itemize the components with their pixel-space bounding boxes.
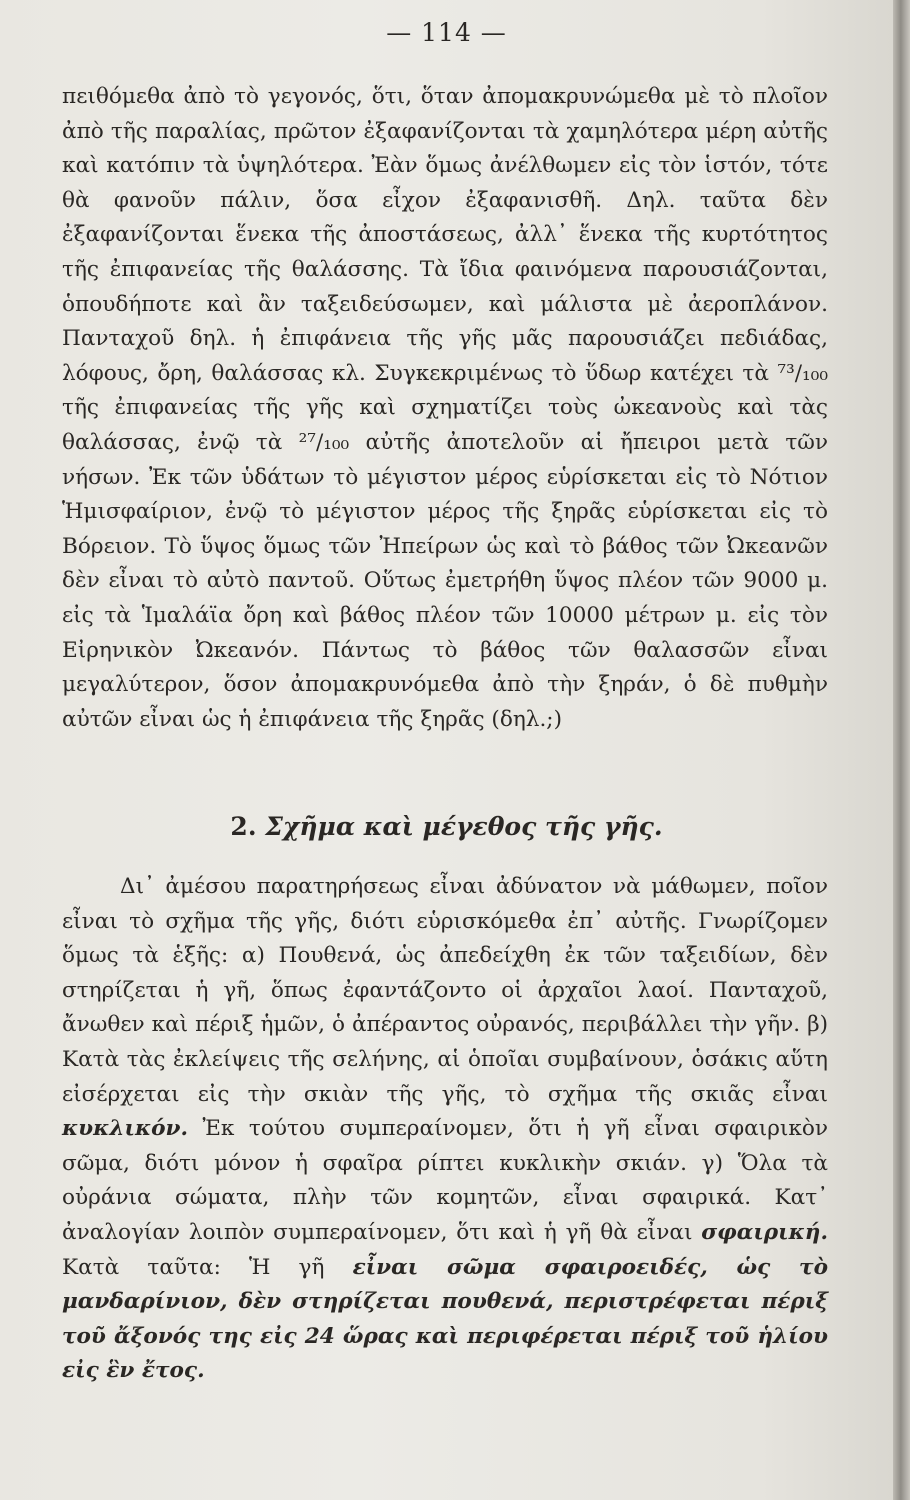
body-paragraph-2 — [62, 870, 828, 1389]
paragraph-2-text-1: Δι᾽ ἀμέσου παρατηρήσεως εἶναι ἀδύνατον νὰ μάθωμεν, ποῖον εἶναι τὸ σχῆμα τῆς γῆς, διότι εὑρισκόμεθα ἐπ᾽ αὐτῆς. Γνωρίζομεν ὅμως τὰ ἑξῆς: α) Πουθενά, ὡς ἀπεδείχθη ἐκ τῶν ταξειδίων, δὲν στηρίζεται ἡ γῆ, ὅπως ἐφαντάζοντο οἱ ἀρχαῖοι λαοί. Πανταχοῦ, ἄνωθεν καὶ πέριξ ἡμῶν, ὁ ἀπέραντος οὐρανός, περιβάλλει τὴν γῆν. β) Κατὰ τὰς ἐκλείψεις τῆς σελήνης, αἱ ὁποῖαι συμβαίνουν, ὁσάκις αὕτη εἰσέρχεται εἰς τὴν σκιὰν τῆς γῆς, τὸ σχῆμα τῆς σκιᾶς εἶναι — [62, 874, 828, 1107]
section-heading — [0, 812, 893, 841]
section-title: Σχῆμα καὶ μέγεθος τῆς γῆς. — [265, 812, 663, 841]
body-paragraph-1: πειθόμεθα ἀπὸ τὸ γεγονός, ὅτι, ὅταν ἀπομακρυνώμεθα μὲ τὸ πλοῖον ἀπὸ τῆς παραλίας, πρῶτον ἐξαφανίζονται τὰ χαμηλότερα μέρη αὐτῆς καὶ κατόπιν τὰ ὑψηλότερα. Ἐὰν ὅμως ἀνέλθωμεν εἰς τὸν ἱστόν, τότε θὰ φανοῦν πάλιν, ὅσα εἶχον ἐξαφανισθῆ. Δηλ. ταῦτα δὲν ἐξαφανίζονται ἕνεκα τῆς ἀποστάσεως, ἀλλ᾽ ἕνεκα τῆς κυρτότητος τῆς ἐπιφανείας τῆς θαλάσσης. Τὰ ἴδια φαινόμενα παρουσιάζονται, ὁπουδήποτε καὶ ἂν ταξειδεύσωμεν, καὶ μάλιστα μὲ ἀεροπλάνον. Πανταχοῦ δηλ. ἡ ἐπιφάνεια τῆς γῆς μᾶς παρουσιάζει πεδιάδας, λόφους, ὄρη, θαλάσσας κλ. Συγκεκριμένως τὸ ὕδωρ κατέχει τὰ ⁷³/₁₀₀ τῆς ἐπιφανείας τῆς γῆς καὶ σχηματίζει τοὺς ὠκεανοὺς καὶ τὰς θαλάσσας, ἐνῷ τὰ ²⁷/₁₀₀ αὐτῆς ἀποτελοῦν αἱ ἤπειροι μετὰ τῶν νήσων. Ἐκ τῶν ὑδάτων τὸ μέγιστον μέρος εὑρίσκεται εἰς τὸ Νότιον Ἡμισφαίριον, ἐνῷ τὸ μέγιστον μέρος τῆς ξηρᾶς εὑρίσκεται εἰς τὸ Βόρειον. Τὸ ὕψος ὅμως τῶν Ἠπείρων ὡς καὶ τὸ βάθος τῶν Ὠκεανῶν δὲν εἶναι τὸ αὐτὸ παντοῦ. Οὕτως ἐμετρήθη ὕψος πλέον τῶν 9000 μ. εἰς τὰ Ἱμαλάϊα ὄρη καὶ βάθος πλέον τῶν 10000 μέτρων μ. εἰς τὸν Εἰρηνικὸν Ὠκεανόν. Πάντως τὸ βάθος τῶν θαλασσῶν εἶναι μεγαλύτερον, ὅσον ἀπομακρυνόμεθα ἀπὸ τὴν ξηράν, ὁ δὲ πυθμὴν αὐτῶν εἶναι ὡς ἡ ἐπιφάνεια τῆς ξηρᾶς (δηλ.;) — [62, 84, 828, 732]
paragraph-2-text-3: Κατὰ ταῦτα: Ἡ γῆ — [62, 1254, 325, 1280]
book-edge — [893, 0, 910, 1500]
emphasis-spherical: σφαιρική. — [701, 1219, 828, 1245]
page-number: — 114 — — [386, 18, 507, 47]
paragraph-2-text-2: Ἐκ τούτου συμπεραίνομεν, ὅτι ἡ γῆ εἶναι σφαιρικὸν σῶμα, διότι μόνον ἡ σφαῖρα ρίπτει κυκλικὴν σκιάν. γ) Ὅλα τὰ οὐράνια σώματα, πλὴν τῶν κομητῶν, εἶναι σφαιρικά. Κατ᾽ ἀναλογίαν λοιπὸν συμπεραίνομεν, ὅτι καὶ ἡ γῆ θὰ εἶναι — [62, 1116, 828, 1245]
emphasis-circular: κυκλικόν. — [62, 1116, 189, 1142]
section-number: 2. — [230, 812, 257, 841]
emphasis-conclusion: εἶναι σῶμα σφαιροειδές, ὡς τὸ μανδαρίνιον, δὲν στηρίζεται πουθενά, περιστρέφεται πέριξ τοῦ ἄξονός της εἰς 24 ὥρας καὶ περιφέρεται πέριξ τοῦ ἡλίου εἰς ἓν ἔτος. — [62, 1254, 828, 1384]
